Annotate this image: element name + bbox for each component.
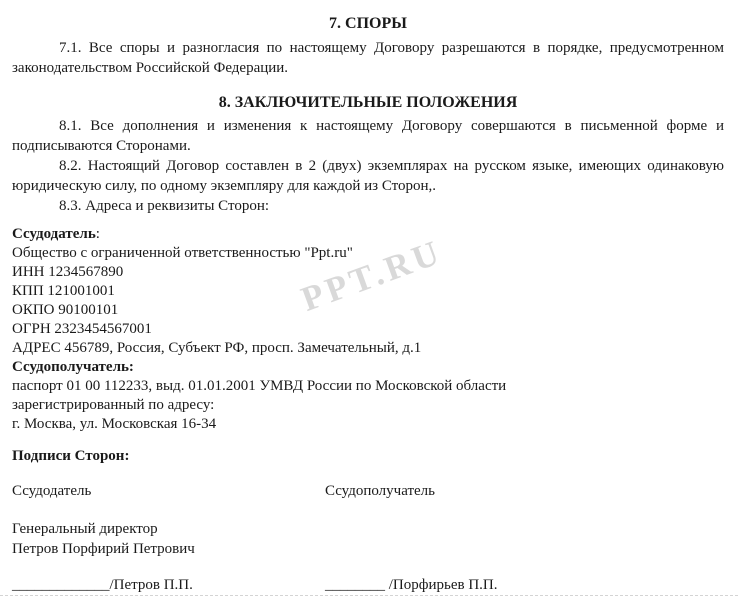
paragraph-7-1-line-2: законодательством Российской Федерации. — [12, 60, 289, 76]
lender-label-line — [12, 225, 724, 244]
borrower-label: Ссудополучатель: — [12, 359, 134, 375]
borrower-registered-at: зарегистрированный по адресу: — [12, 397, 215, 413]
paragraph-8-1-line-2: подписываются Сторонами. — [12, 138, 191, 154]
right-signature-line: ________ — [325, 577, 385, 593]
lender-label: Ссудодатель — [12, 226, 96, 242]
paragraph-8-2 — [12, 156, 724, 196]
signature-parties-row — [12, 482, 724, 501]
right-signature — [325, 576, 498, 595]
right-signature-caption: /Порфирьев П.П. — [385, 577, 498, 593]
lender-label-colon: : — [95, 226, 100, 242]
left-signer-position: Генеральный директор — [12, 521, 158, 537]
borrower-address: г. Москва, ул. Московская 16-34 — [12, 416, 217, 432]
lender-inn: ИНН 1234567890 — [12, 264, 124, 280]
section-8-heading: 8. ЗАКЛЮЧИТЕЛЬНЫЕ ПОЛОЖЕНИЯ — [218, 94, 518, 111]
ppt-ru-watermark: PPT.RU — [296, 231, 448, 319]
requisites-block — [12, 225, 724, 434]
paragraph-8-3 — [12, 196, 724, 216]
left-signature — [12, 576, 193, 595]
lender-address: АДРЕС 456789, Россия, Субъект РФ, просп. Замечательный, д.1 — [12, 340, 422, 356]
lender-ogrn: ОГРН 2323454567001 — [12, 321, 152, 337]
paragraph-8-1 — [12, 116, 724, 156]
lender-okpo: ОКПО 90100101 — [12, 302, 119, 318]
paragraph-8-2-line-2: юридическую силу, по одному экземпляру для каждой из Сторон,. — [12, 178, 437, 194]
paragraph-7-1 — [12, 38, 724, 78]
left-party-label: Ссудодатель — [12, 483, 92, 499]
paragraph-7-1-line-1: 7.1. Все споры и разногласия по настоящему Договору разрешаются в порядке, предусмотренном — [59, 40, 724, 56]
lender-company: Общество с ограниченной ответственностью "Ppt.ru" — [12, 245, 353, 261]
left-signature-line: _____________ — [12, 577, 110, 593]
lender-kpp: КПП 121001001 — [12, 283, 115, 299]
right-party-label: Ссудополучатель — [325, 483, 436, 499]
left-signer-name: Петров Порфирий Петрович — [12, 541, 195, 557]
paragraph-8-3-line-1: 8.3. Адреса и реквизиты Сторон: — [59, 198, 270, 214]
borrower-passport: паспорт 01 00 112233, выд. 01.01.2001 УМВД России по Московской области — [12, 378, 507, 394]
left-signature-caption: /Петров П.П. — [109, 577, 193, 593]
paragraph-8-2-line-1: 8.2. Настоящий Договор составлен в 2 (двух) экземплярах на русском языке, имеющих одинаковую — [59, 158, 724, 174]
signature-lines-row — [12, 576, 724, 595]
section-7-heading: 7. СПОРЫ — [329, 15, 407, 32]
page-bottom-edge — [0, 595, 738, 596]
paragraph-8-1-line-1: 8.1. Все дополнения и изменения к настоящему Договору совершаются в письменной форме и — [59, 118, 724, 134]
signatures-title: Подписи Сторон: — [12, 448, 130, 464]
